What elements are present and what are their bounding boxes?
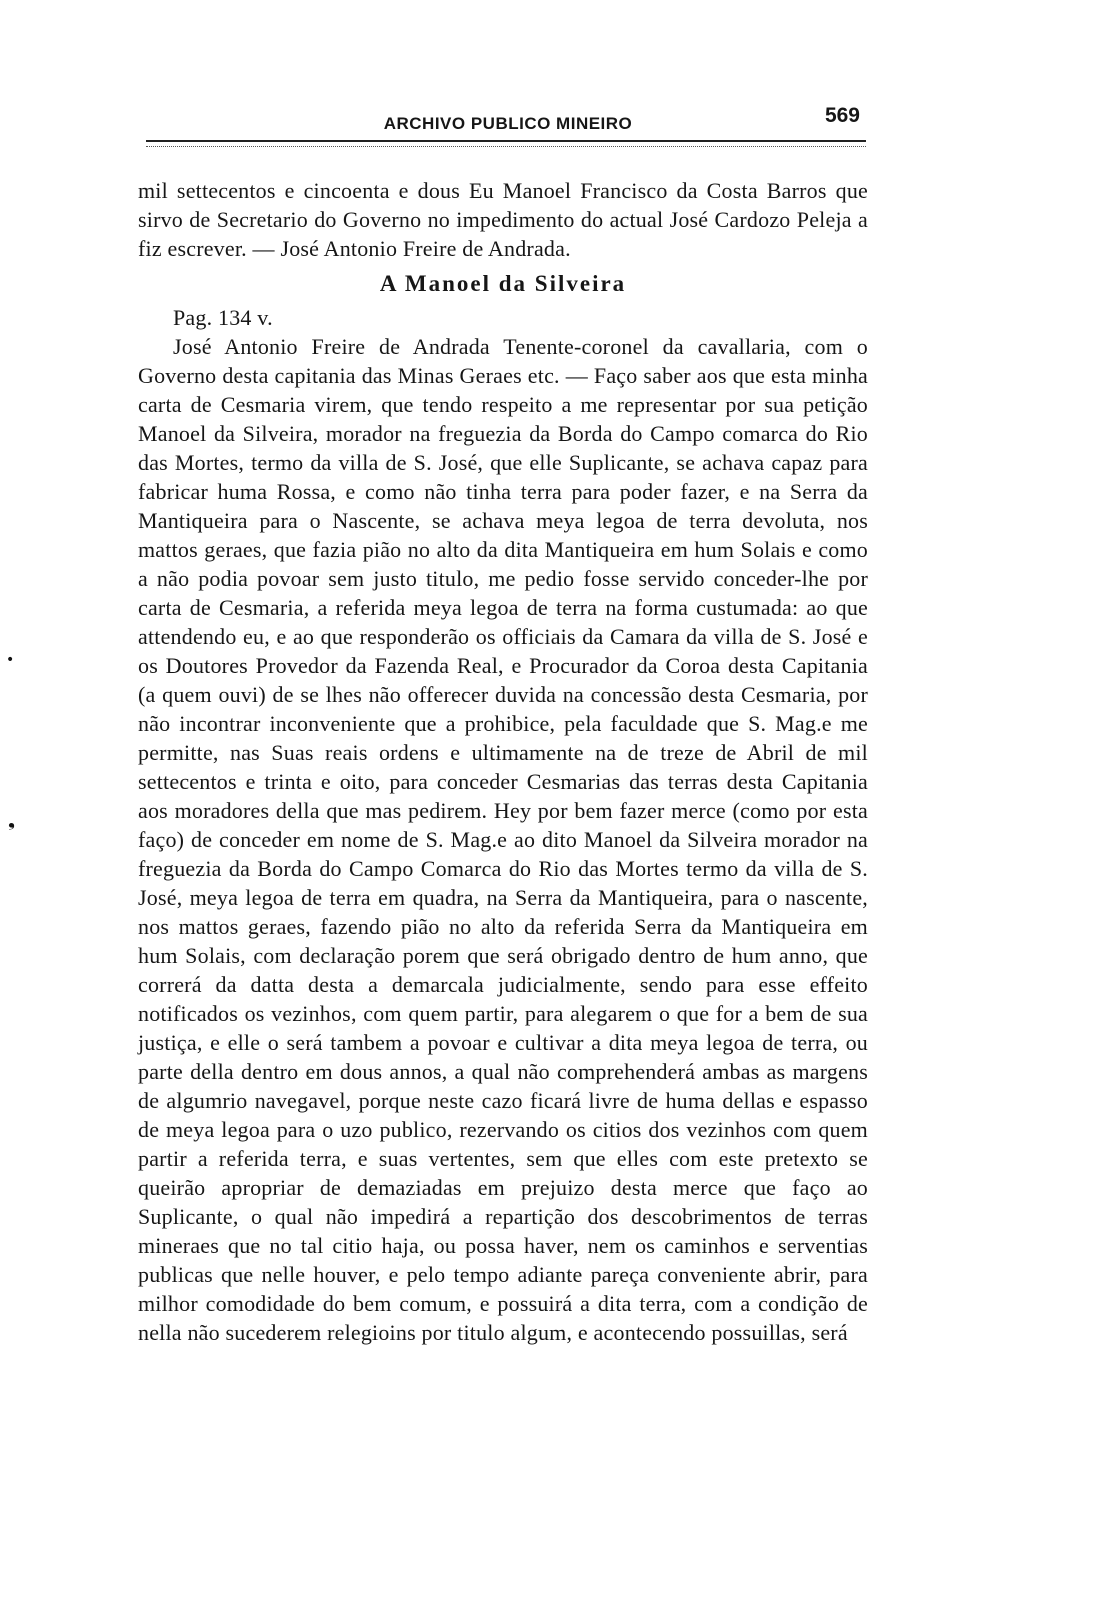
running-header bbox=[138, 100, 878, 146]
main-paragraph: José Antonio Freire de Andrada Tenente-coronel da cavallaria, com o Governo desta capitania das Minas Geraes etc. — Faço saber aos que esta minha carta de Cesmaria virem, que tendo respeito a me representar por sua petição Manoel da Silveira, morador na freguezia da Borda do Campo comarca do Rio das Mortes, termo da villa de S. José, que elle Suplicante, se achava capaz para fabricar huma Rossa, e como não tinha terra para poder fazer, e na Serra da Mantiqueira para o Nascente, se achava meya legoa de terra devoluta, nos mattos geraes, que fazia pião no alto da dita Mantiqueira em hum Solais e como a não podia povoar sem justo titulo, me pedio fosse servido conceder-lhe por carta de Cesmaria, a referida meya legoa de terra na forma custumada: ao que attendendo eu, e ao que responderão os officiais da Camara da villa de S. José e os Doutores Provedor da Fazenda Real, e Procurador da Coroa desta Capitania (a quem ouvi) de se lhes não offerecer duvida na concessão desta Cesmaria, por não incontrar inconveniente que a prohibice, pela faculdade que S. Mag.e me permitte, nas Suas reais ordens e ultimamente na de treze de Abril de mil settecentos e trinta e oito, para conceder Cesmarias das terras desta Capitania aos moradores della que mas pedirem. Hey por bem fazer merce (como por esta faço) de conceder em nome de S. Mag.e ao dito Manoel da Silveira morador na freguezia da Borda do Campo Comarca do Rio das Mortes termo da villa de S. José, meya legoa de terra em quadra, na Serra da Mantiqueira, para o nascente, nos mattos geraes, fazendo pião no alto da referida Serra da Mantiqueira em hum Solais, com declaração porem que será obrigado dentro de hum anno, que correrá da datta desta a demarcala judicialmente, sendo para esse effeito notificados os vezinhos, com quem partir, para alegarem o que for a bem de sua justiça, e elle o será tambem a povoar e cultivar a dita meya legoa de terra, ou parte della dentro em dous annos, a qual não comprehenderá ambas as margens de algumrio navegavel, porque neste cazo ficará livre de huma dellas e espasso de meya legoa para o uzo publico, rezervando os citios dos vezinhos com quem partir a referida terra, e suas vertentes, sem que elles com este pretexto se queirão apropriar de demaziadas em prejuizo desta merce que faço ao Suplicante, o qual não impedirá a repartição dos descobrimentos de terras mineraes que no tal citio haja, ou possa haver, nem os caminhos e serventias publicas que nelle houver, e pelo tempo adiante pareça conveniente abrir, para milhor comodidade do bem comum, e possuirá a dita terra, com a condição de nella não sucederem relegioins por titulo algum, e acontecendo possuillas, será bbox=[138, 334, 868, 1345]
opening-paragraph: mil settecentos e cincoenta e dous Eu Manoel Francisco da Costa Barros que sirvo de Secretario do Governo no impedimento do actual José Cardozo Peleja a fiz escrever. — José Antonio Freire de Andrada. bbox=[138, 178, 868, 261]
margin-dot-mark: • bbox=[6, 652, 15, 668]
page-number: 569 bbox=[824, 104, 860, 127]
header-title: ARCHIVO PUBLICO MINEIRO bbox=[383, 114, 633, 133]
margin-comma-mark: ❟ bbox=[8, 810, 16, 831]
header-rule bbox=[146, 140, 866, 147]
document-page bbox=[138, 0, 878, 1607]
page-reference: Pag. 134 v. bbox=[173, 305, 273, 330]
body-text bbox=[138, 176, 868, 1347]
section-heading: A Manoel da Silveira bbox=[379, 271, 627, 296]
